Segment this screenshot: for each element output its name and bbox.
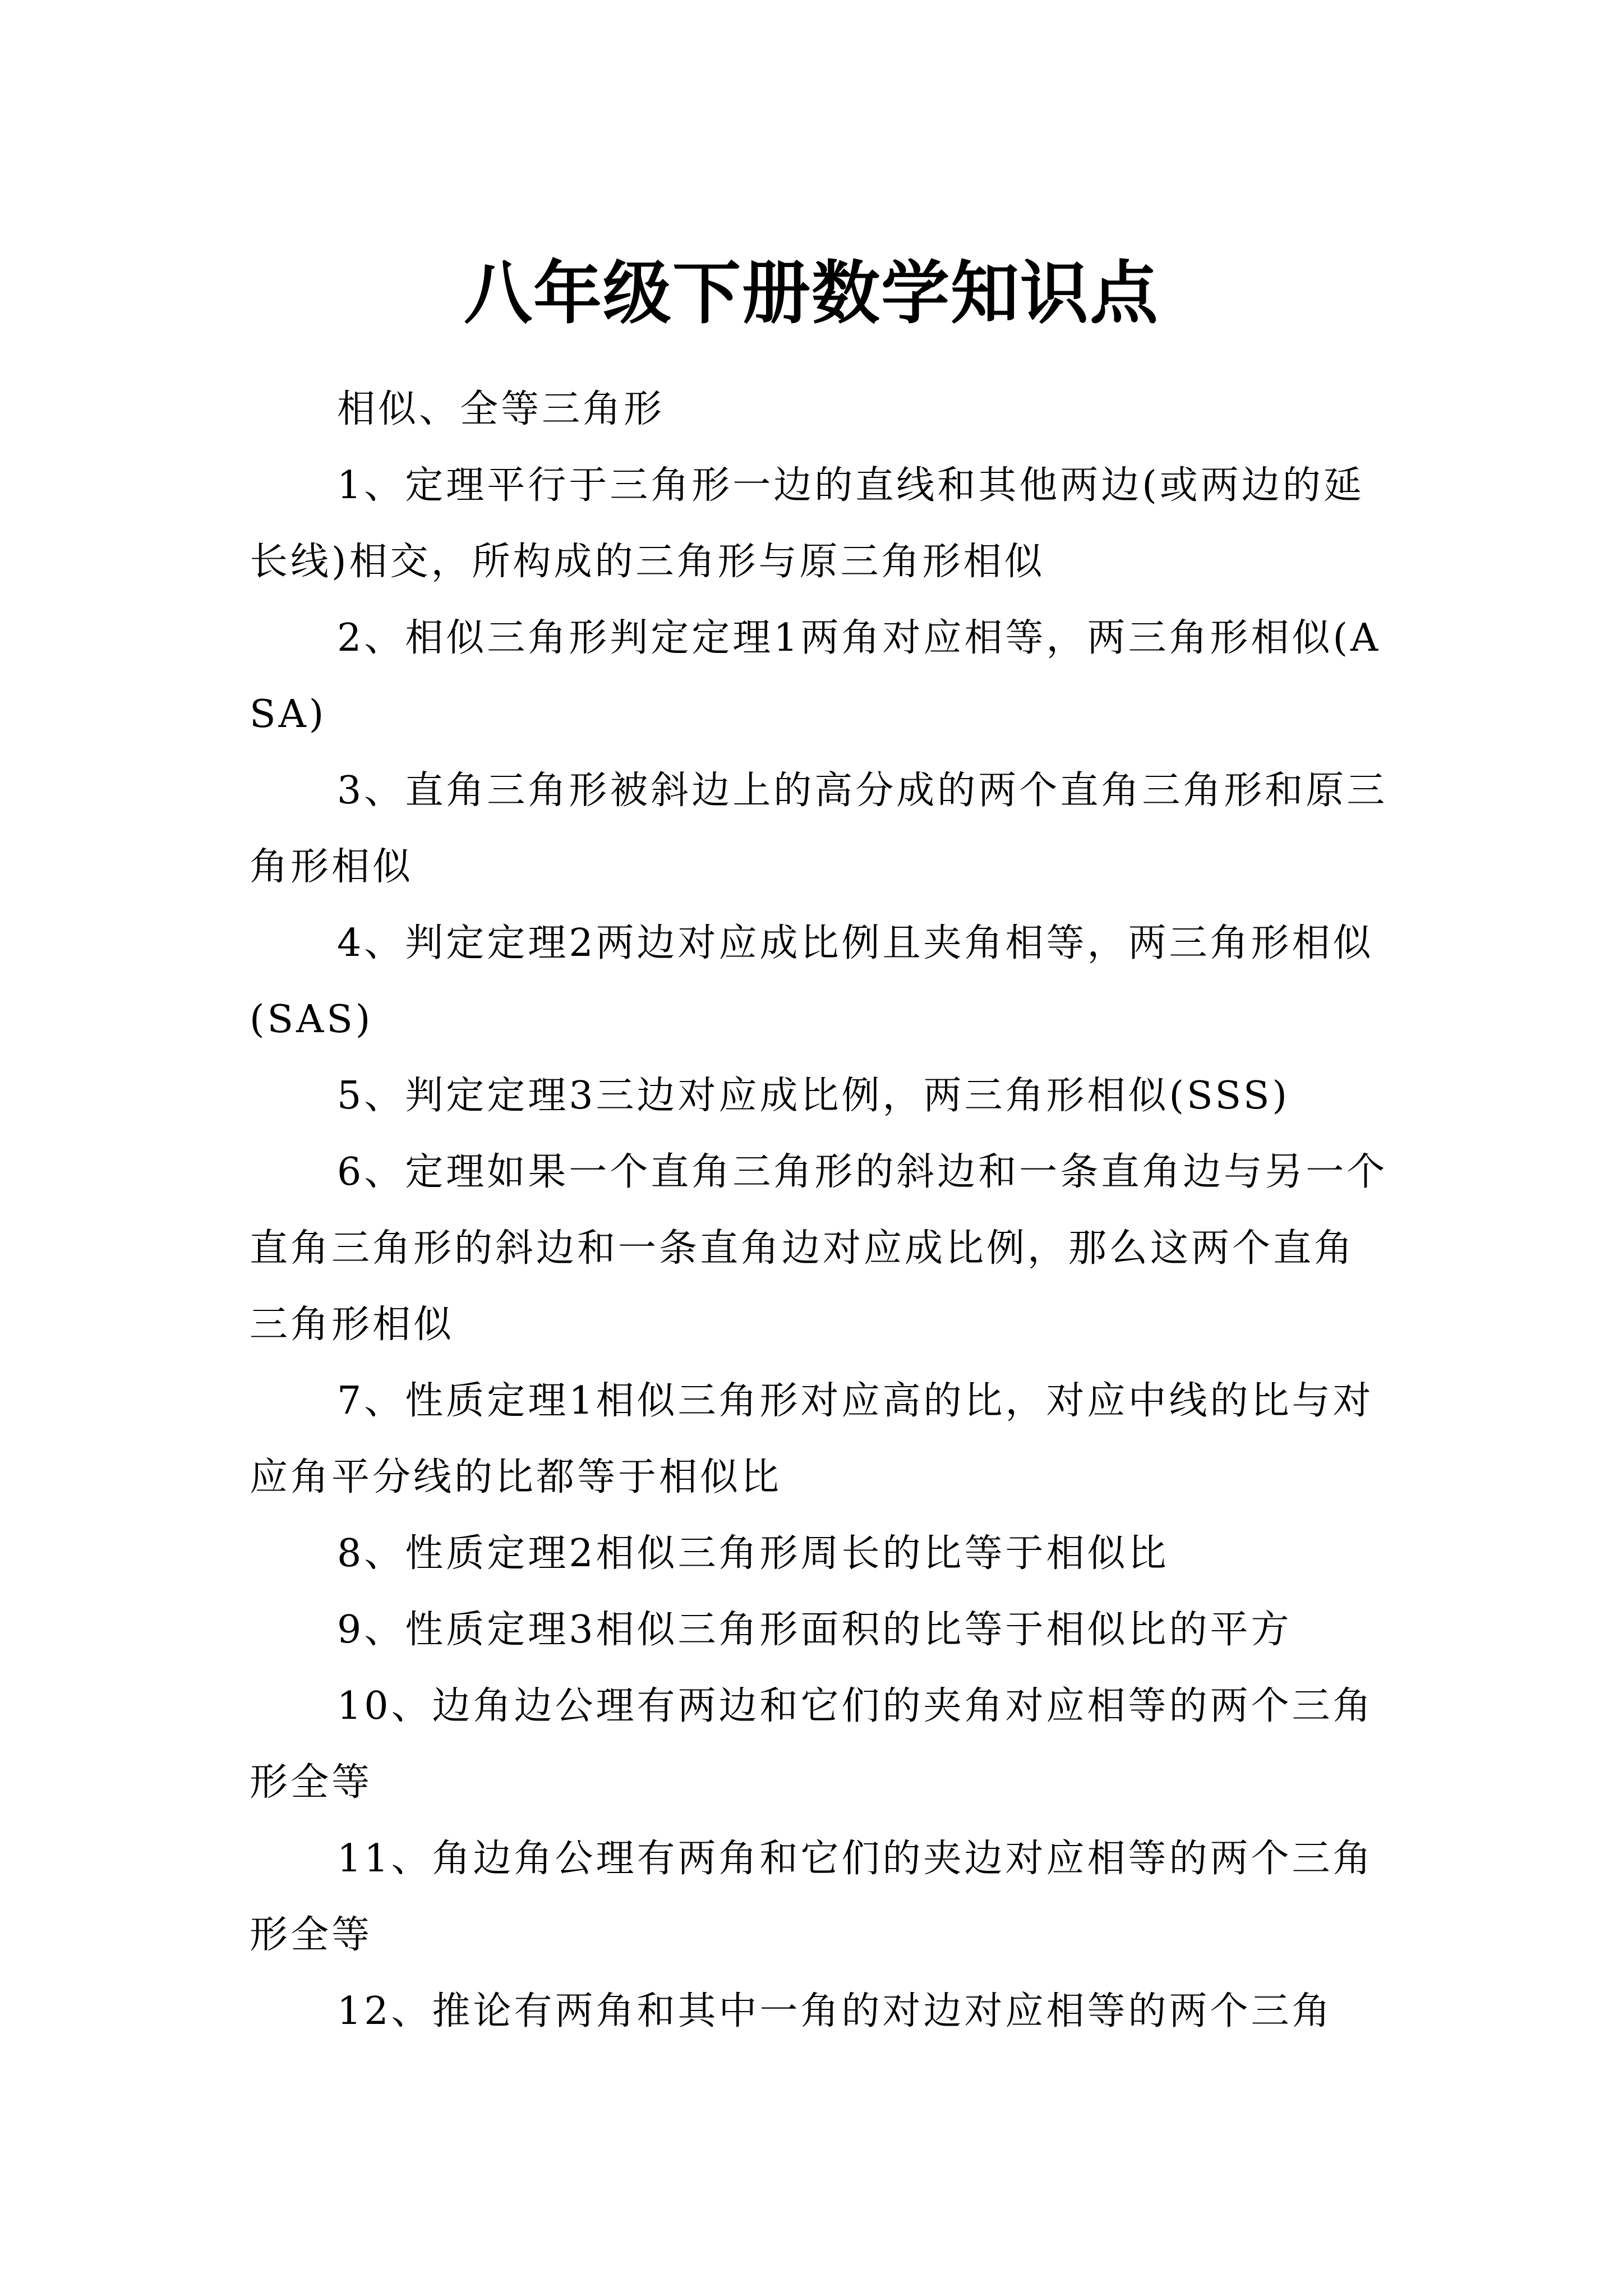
theorem-paragraph: 3、直角三角形被斜边上的高分成的两个直角三角形和原三角形相似 <box>250 769 1388 889</box>
page-title: 八年级下册数学知识点 <box>464 252 1159 333</box>
theorem-paragraph: 6、定理如果一个直角三角形的斜边和一条直角边与另一个直角三角形的斜边和一条直角边对应成比例，那么这两个直角三角形相似 <box>250 1150 1388 1347</box>
theorem-paragraph: 5、判定定理3三边对应成比例，两三角形相似(SSS) <box>337 1074 1290 1118</box>
theorem-paragraph: 10、边角边公理有两边和它们的夹角对应相等的两个三角形全等 <box>250 1684 1374 1805</box>
section-heading: 相似、全等三角形 <box>337 387 665 431</box>
theorem-paragraph: 11、角边角公理有两角和它们的夹边对应相等的两个三角形全等 <box>250 1837 1374 1957</box>
theorem-paragraph: 8、性质定理2相似三角形周长的比等于相似比 <box>337 1531 1169 1576</box>
document-body <box>250 371 1388 2050</box>
theorem-paragraph: 7、性质定理1相似三角形对应高的比，对应中线的比与对应角平分线的比都等于相似比 <box>250 1379 1374 1499</box>
theorem-paragraph: 9、性质定理3相似三角形面积的比等于相似比的平方 <box>337 1608 1292 1652</box>
theorem-paragraph: 12、推论有两角和其中一角的对边对应相等的两个三角 <box>337 1989 1333 2033</box>
theorem-paragraph: 4、判定定理2两边对应成比例且夹角相等，两三角形相似(SAS) <box>250 921 1374 1042</box>
theorem-paragraph: 2、相似三角形判定定理1两角对应相等，两三角形相似(ASA) <box>250 616 1381 737</box>
theorem-paragraph: 1、定理平行于三角形一边的直线和其他两边(或两边的延长线)相交，所构成的三角形与原三角形相似 <box>250 463 1364 584</box>
